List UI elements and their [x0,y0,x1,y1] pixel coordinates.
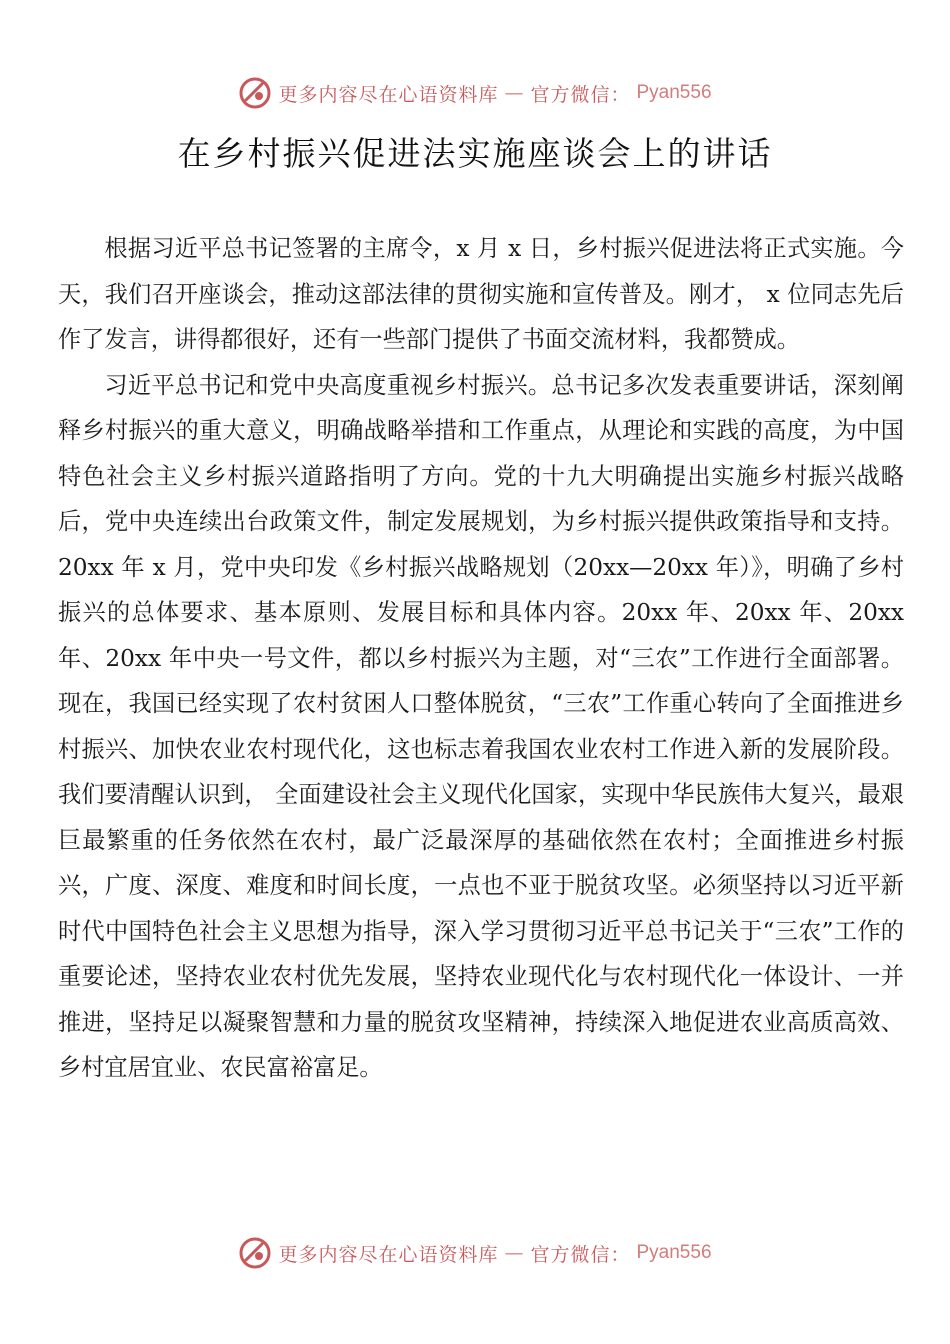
paragraph: 根据习近平总书记签署的主席令，x 月 x 日，乡村振兴促进法将正式实施。今天，我们召开座谈会，推动这部法律的贯彻实施和宣传普及。刚才， x 位同志先后作了发言，讲得都很好，还有一些部门提供了书面交流材料，我都赞成。 [58,235,904,353]
watermark-suffix: 官方微信： [530,1243,631,1266]
watermark-wechat-id: Pyan556 [636,1242,712,1263]
watermark-text: 更多内容尽在心语资料库 [278,1243,499,1266]
watermark-wechat-id: Pyan556 [636,82,712,103]
header-watermark [0,76,950,110]
footer-watermark [0,1236,950,1270]
brand-logo-icon [238,76,272,110]
brand-logo-icon [238,1236,272,1270]
watermark-separator: — [504,1242,525,1264]
watermark-text: 更多内容尽在心语资料库 [278,83,499,106]
watermark-separator: — [504,82,525,104]
document-body [58,226,904,1091]
watermark-suffix: 官方微信： [530,83,631,106]
paragraph: 习近平总书记和党中央高度重视乡村振兴。总书记多次发表重要讲话，深刻阐释乡村振兴的重大意义，明确战略举措和工作重点，从理论和实践的高度，为中国特色社会主义乡村振兴道路指明了方向。党的十九大明确提出实施乡村振兴战略后，党中央连续出台政策文件，制定发展规划，为乡村振兴提供政策指导和支持。20xx 年 x 月，党中央印发《乡村振兴战略规划（20xx—20xx 年）》，明确了乡村振兴的总体要求、基本原则、发展目标和具体内容。20xx 年、20xx 年、20xx 年、20xx 年中央一号文件，都以乡村振兴为主题，对“三农”工作进行全面部署。现在，我国已经实现了农村贫困人口整体脱贫，“三农”工作重心转向了全面推进乡村振兴、加快农业农村现代化，这也标志着我国农业农村工作进入新的发展阶段。我们要清醒认识到， 全面建设社会主义现代化国家，实现中华民族伟大复兴，最艰巨最繁重的任务依然在农村，最广泛最深厚的基础依然在农村；全面推进乡村振兴，广度、深度、难度和时间长度，一点也不亚于脱贫攻坚。必须坚持以习近平新时代中国特色社会主义思想为指导，深入学习贯彻习近平总书记关于“三农”工作的重要论述，坚持农业农村优先发展，坚持农业现代化与农村现代化一体设计、一并推进，坚持足以凝聚智慧和力量的脱贫攻坚精神，持续深入地促进农业高质高效、乡村宜居宜业、农民富裕富足。 [58,371,904,1081]
document-title: 在乡村振兴促进法实施座谈会上的讲话 [177,134,773,173]
